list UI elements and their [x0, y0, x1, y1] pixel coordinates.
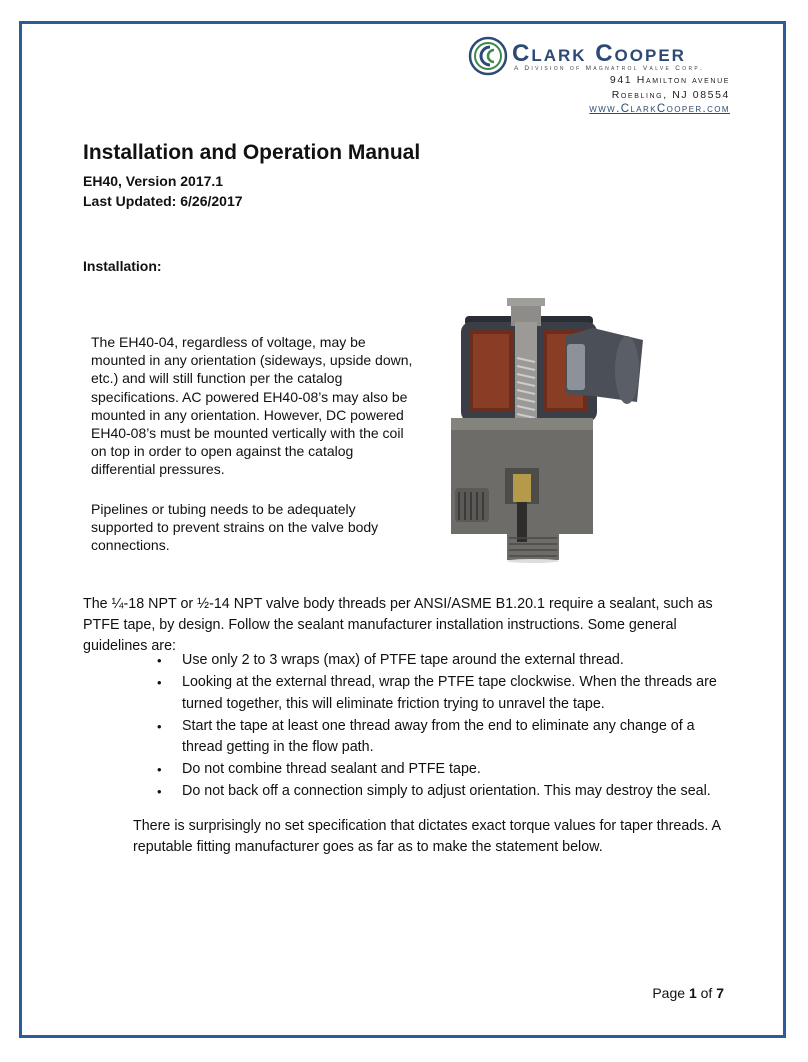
- installation-heading: Installation:: [83, 258, 162, 274]
- guideline-text: Looking at the external thread, wrap the PTFE tape clockwise. When the threads are turned together, this will eliminate friction trying to unravel the tape.: [182, 674, 717, 712]
- document-title: Installation and Operation Manual: [83, 141, 421, 164]
- company-name: Clark Cooper: [512, 40, 686, 67]
- logo-mark-icon: [468, 36, 508, 76]
- bullet-icon: •: [157, 675, 162, 690]
- company-tagline: A Division of Magnatrol Valve Corp.: [514, 65, 705, 72]
- page-word: Page: [652, 985, 686, 1001]
- list-item: [155, 759, 725, 781]
- list-item: [155, 781, 725, 803]
- list-item: [155, 716, 725, 759]
- page-number: [652, 985, 724, 1001]
- guideline-text: Do not back off a connection simply to adjust orientation. This may destroy the seal.: [182, 783, 711, 799]
- threads-paragraph: The ¼-18 NPT or ½-14 NPT valve body threads per ANSI/ASME B1.20.1 require a sealant, such as PTFE tape, by design. Follow the sealant manufacturer installation instructions. Some general guidelines are:: [83, 596, 713, 654]
- orientation-paragraph: The EH40-04, regardless of voltage, may be mounted in any orientation (sideways, upside down, etc.) and will still function per the catalog specifications. AC powered EH40-08’s may also be mounted in any orientation. However, DC powered EH40-08’s must be mounted vertically with the coil on top in order to open against the catalog differential pressures.: [91, 334, 413, 478]
- list-item: [155, 672, 725, 715]
- guidelines-list: [155, 650, 725, 803]
- list-item: [155, 650, 725, 672]
- bullet-icon: •: [157, 718, 162, 734]
- guideline-text: Do not combine thread sealant and PTFE tape.: [182, 761, 481, 777]
- last-updated: Last Updated: 6/26/2017: [83, 193, 243, 209]
- torque-paragraph: There is surprisingly no set specification that dictates exact torque values for taper threads. A reputable fitting manufacturer goes as far as to make the statement below.: [133, 818, 721, 855]
- bullet-icon: •: [157, 784, 162, 799]
- pipes-paragraph: Pipelines or tubing needs to be adequately supported to prevent strains on the valve body connections.: [91, 501, 379, 554]
- model-version: EH40, Version 2017.1: [83, 173, 224, 189]
- valve-cutaway-image: [447, 298, 657, 564]
- website-link[interactable]: www.ClarkCooper.com: [589, 103, 730, 115]
- bullet-icon: •: [157, 653, 162, 668]
- guideline-text: Start the tape at least one thread away from the end to eliminate any change of a thread getting in the flow path.: [182, 717, 695, 755]
- address-street: 941 Hamilton avenue: [609, 74, 730, 86]
- page-current: 1: [688, 985, 697, 1001]
- address-city: Roebling, NJ 08554: [611, 89, 730, 101]
- bullet-icon: •: [157, 762, 162, 777]
- of-word: of: [700, 985, 713, 1001]
- page-total: 7: [716, 985, 724, 1001]
- company-logo: [468, 36, 730, 118]
- guideline-text: Use only 2 to 3 wraps (max) of PTFE tape around the external thread.: [182, 652, 624, 668]
